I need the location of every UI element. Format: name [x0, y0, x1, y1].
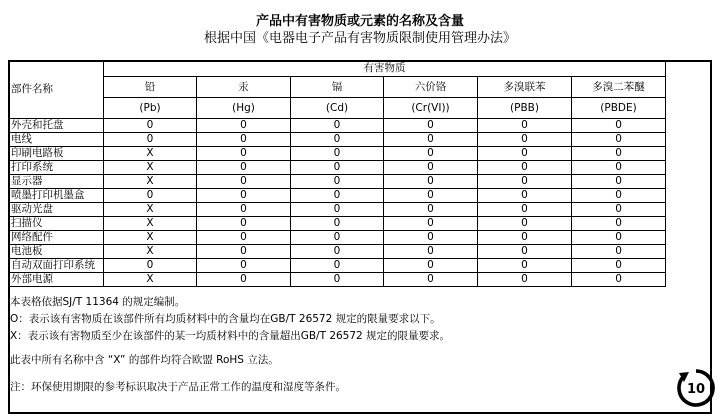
substance-value: 0 — [291, 231, 384, 245]
substance-value: 0 — [384, 189, 478, 203]
substance-group-header: 有害物质 — [104, 61, 666, 77]
substance-value: 0 — [197, 189, 291, 203]
page-title: 产品中有害物质或元素的名称及含量 — [255, 14, 464, 29]
substance-name: 铅 — [104, 77, 197, 98]
substance-value: 0 — [572, 231, 666, 245]
hazardous-substance-table — [8, 60, 666, 287]
substance-name: 多溴联苯 — [478, 77, 572, 98]
substance-value: 0 — [291, 259, 384, 273]
substance-value: 0 — [104, 259, 197, 273]
substance-value: 0 — [572, 259, 666, 273]
part-name: 显示器 — [9, 175, 104, 189]
substance-value: 0 — [384, 161, 478, 175]
substance-symbol: (PBB) — [478, 98, 572, 119]
part-name: 电池板 — [9, 245, 104, 259]
substance-value: 0 — [478, 147, 572, 161]
substance-value: 0 — [384, 147, 478, 161]
substance-symbol: (Hg) — [197, 98, 291, 119]
part-name: 扫描仪 — [9, 217, 104, 231]
substance-value: 0 — [572, 203, 666, 217]
substance-value: 0 — [197, 259, 291, 273]
part-name-header: 部件名称 — [9, 61, 104, 119]
substance-symbol: (Cd) — [291, 98, 384, 119]
x-note: X：表示该有害物质至少在该部件的某一均质材料中的含量超出GB/T 26572 规定的限量要求。 — [10, 330, 451, 342]
substance-value: 0 — [197, 175, 291, 189]
substance-value: X — [104, 217, 197, 231]
substance-value: X — [104, 161, 197, 175]
part-name: 喷墨打印机墨盒 — [9, 189, 104, 203]
substance-value: 0 — [197, 147, 291, 161]
substance-value: 0 — [572, 175, 666, 189]
substance-value: 0 — [478, 217, 572, 231]
substance-value: 0 — [197, 119, 291, 133]
substance-value: 0 — [478, 189, 572, 203]
substance-value: 0 — [572, 189, 666, 203]
substance-value: X — [104, 175, 197, 189]
substance-value: 0 — [478, 133, 572, 147]
substance-value: 0 — [572, 133, 666, 147]
substance-value: X — [104, 147, 197, 161]
substance-symbol: (Cr(VI)) — [384, 98, 478, 119]
substance-value: 0 — [291, 119, 384, 133]
substance-value: 0 — [197, 203, 291, 217]
table-row — [9, 133, 666, 147]
substance-value: 0 — [384, 203, 478, 217]
substance-value: 0 — [384, 273, 478, 287]
substance-value: 0 — [197, 161, 291, 175]
substance-value: 0 — [478, 245, 572, 259]
table-row — [9, 189, 666, 203]
substance-value: 0 — [197, 231, 291, 245]
substance-value: 0 — [384, 217, 478, 231]
table-row — [9, 217, 666, 231]
substance-value: 0 — [291, 175, 384, 189]
substance-value: 0 — [291, 273, 384, 287]
substance-symbol: (PBDE) — [572, 98, 666, 119]
part-name: 自动双面打印系统 — [9, 259, 104, 273]
substance-value: 0 — [572, 217, 666, 231]
part-name: 驱动光盘 — [9, 203, 104, 217]
substance-value: X — [104, 273, 197, 287]
epup-note: 注：环保使用期限的参考标识取决于产品正常工作的温度和湿度等条件。 — [10, 381, 346, 393]
part-name: 外壳和托盘 — [9, 119, 104, 133]
substance-value: 0 — [384, 231, 478, 245]
table-row — [9, 161, 666, 175]
substance-name: 六价铬 — [384, 77, 478, 98]
substance-value: 0 — [572, 161, 666, 175]
substance-value: 0 — [104, 119, 197, 133]
standard-note: 本表格依据SJ/T 11364 的规定编制。 — [10, 296, 186, 308]
substance-value: X — [104, 203, 197, 217]
substance-value: 0 — [572, 245, 666, 259]
substance-name: 多溴二苯醚 — [572, 77, 666, 98]
substance-value: 0 — [478, 161, 572, 175]
substance-value: X — [104, 231, 197, 245]
substance-value: 0 — [478, 259, 572, 273]
substance-value: 0 — [478, 175, 572, 189]
substance-value: 0 — [572, 273, 666, 287]
rohs-note: 此表中所有名称中含 “X” 的部件均符合欧盟 RoHS 立法。 — [10, 354, 279, 366]
substance-value: 0 — [384, 175, 478, 189]
substance-value: 0 — [572, 119, 666, 133]
substance-value: X — [104, 245, 197, 259]
substance-symbol: (Pb) — [104, 98, 197, 119]
substance-value: 0 — [197, 245, 291, 259]
part-name: 印刷电路板 — [9, 147, 104, 161]
substance-value: 0 — [104, 133, 197, 147]
substance-value: 0 — [197, 273, 291, 287]
substance-value: 0 — [384, 133, 478, 147]
substance-value: 0 — [291, 147, 384, 161]
substance-name: 汞 — [197, 77, 291, 98]
substance-value: 0 — [384, 119, 478, 133]
part-name: 打印系统 — [9, 161, 104, 175]
substance-name: 镉 — [291, 77, 384, 98]
page-subtitle: 根据中国《电器电子产品有害物质限制使用管理办法》 — [203, 31, 516, 46]
table-row — [9, 231, 666, 245]
substance-value: 0 — [291, 217, 384, 231]
table-row — [9, 245, 666, 259]
substance-value: 0 — [197, 217, 291, 231]
table-row — [9, 147, 666, 161]
substance-value: 0 — [478, 119, 572, 133]
substance-value: 0 — [291, 245, 384, 259]
table-row — [9, 203, 666, 217]
substance-value: 0 — [291, 161, 384, 175]
part-name: 网络配件 — [9, 231, 104, 245]
part-name: 外部电源 — [9, 273, 104, 287]
table-row — [9, 273, 666, 287]
substance-value: 0 — [291, 133, 384, 147]
substance-value: 0 — [384, 259, 478, 273]
substance-value: 0 — [291, 189, 384, 203]
table-row — [9, 119, 666, 133]
substance-value: 0 — [572, 147, 666, 161]
substance-value: 0 — [478, 203, 572, 217]
o-note: O：表示该有害物质在该部件所有均质材料中的含量均在GB/T 26572 规定的限量要求以下。 — [10, 313, 441, 325]
substance-value: 0 — [478, 273, 572, 287]
substance-value: 0 — [384, 245, 478, 259]
part-name: 电线 — [9, 133, 104, 147]
substance-value: 0 — [104, 189, 197, 203]
table-row — [9, 175, 666, 189]
epup-number: 10 — [686, 382, 706, 397]
substance-value: 0 — [291, 203, 384, 217]
table-row — [9, 259, 666, 273]
substance-value: 0 — [197, 133, 291, 147]
substance-value: 0 — [478, 231, 572, 245]
environment-protection-use-period-icon — [676, 368, 716, 408]
